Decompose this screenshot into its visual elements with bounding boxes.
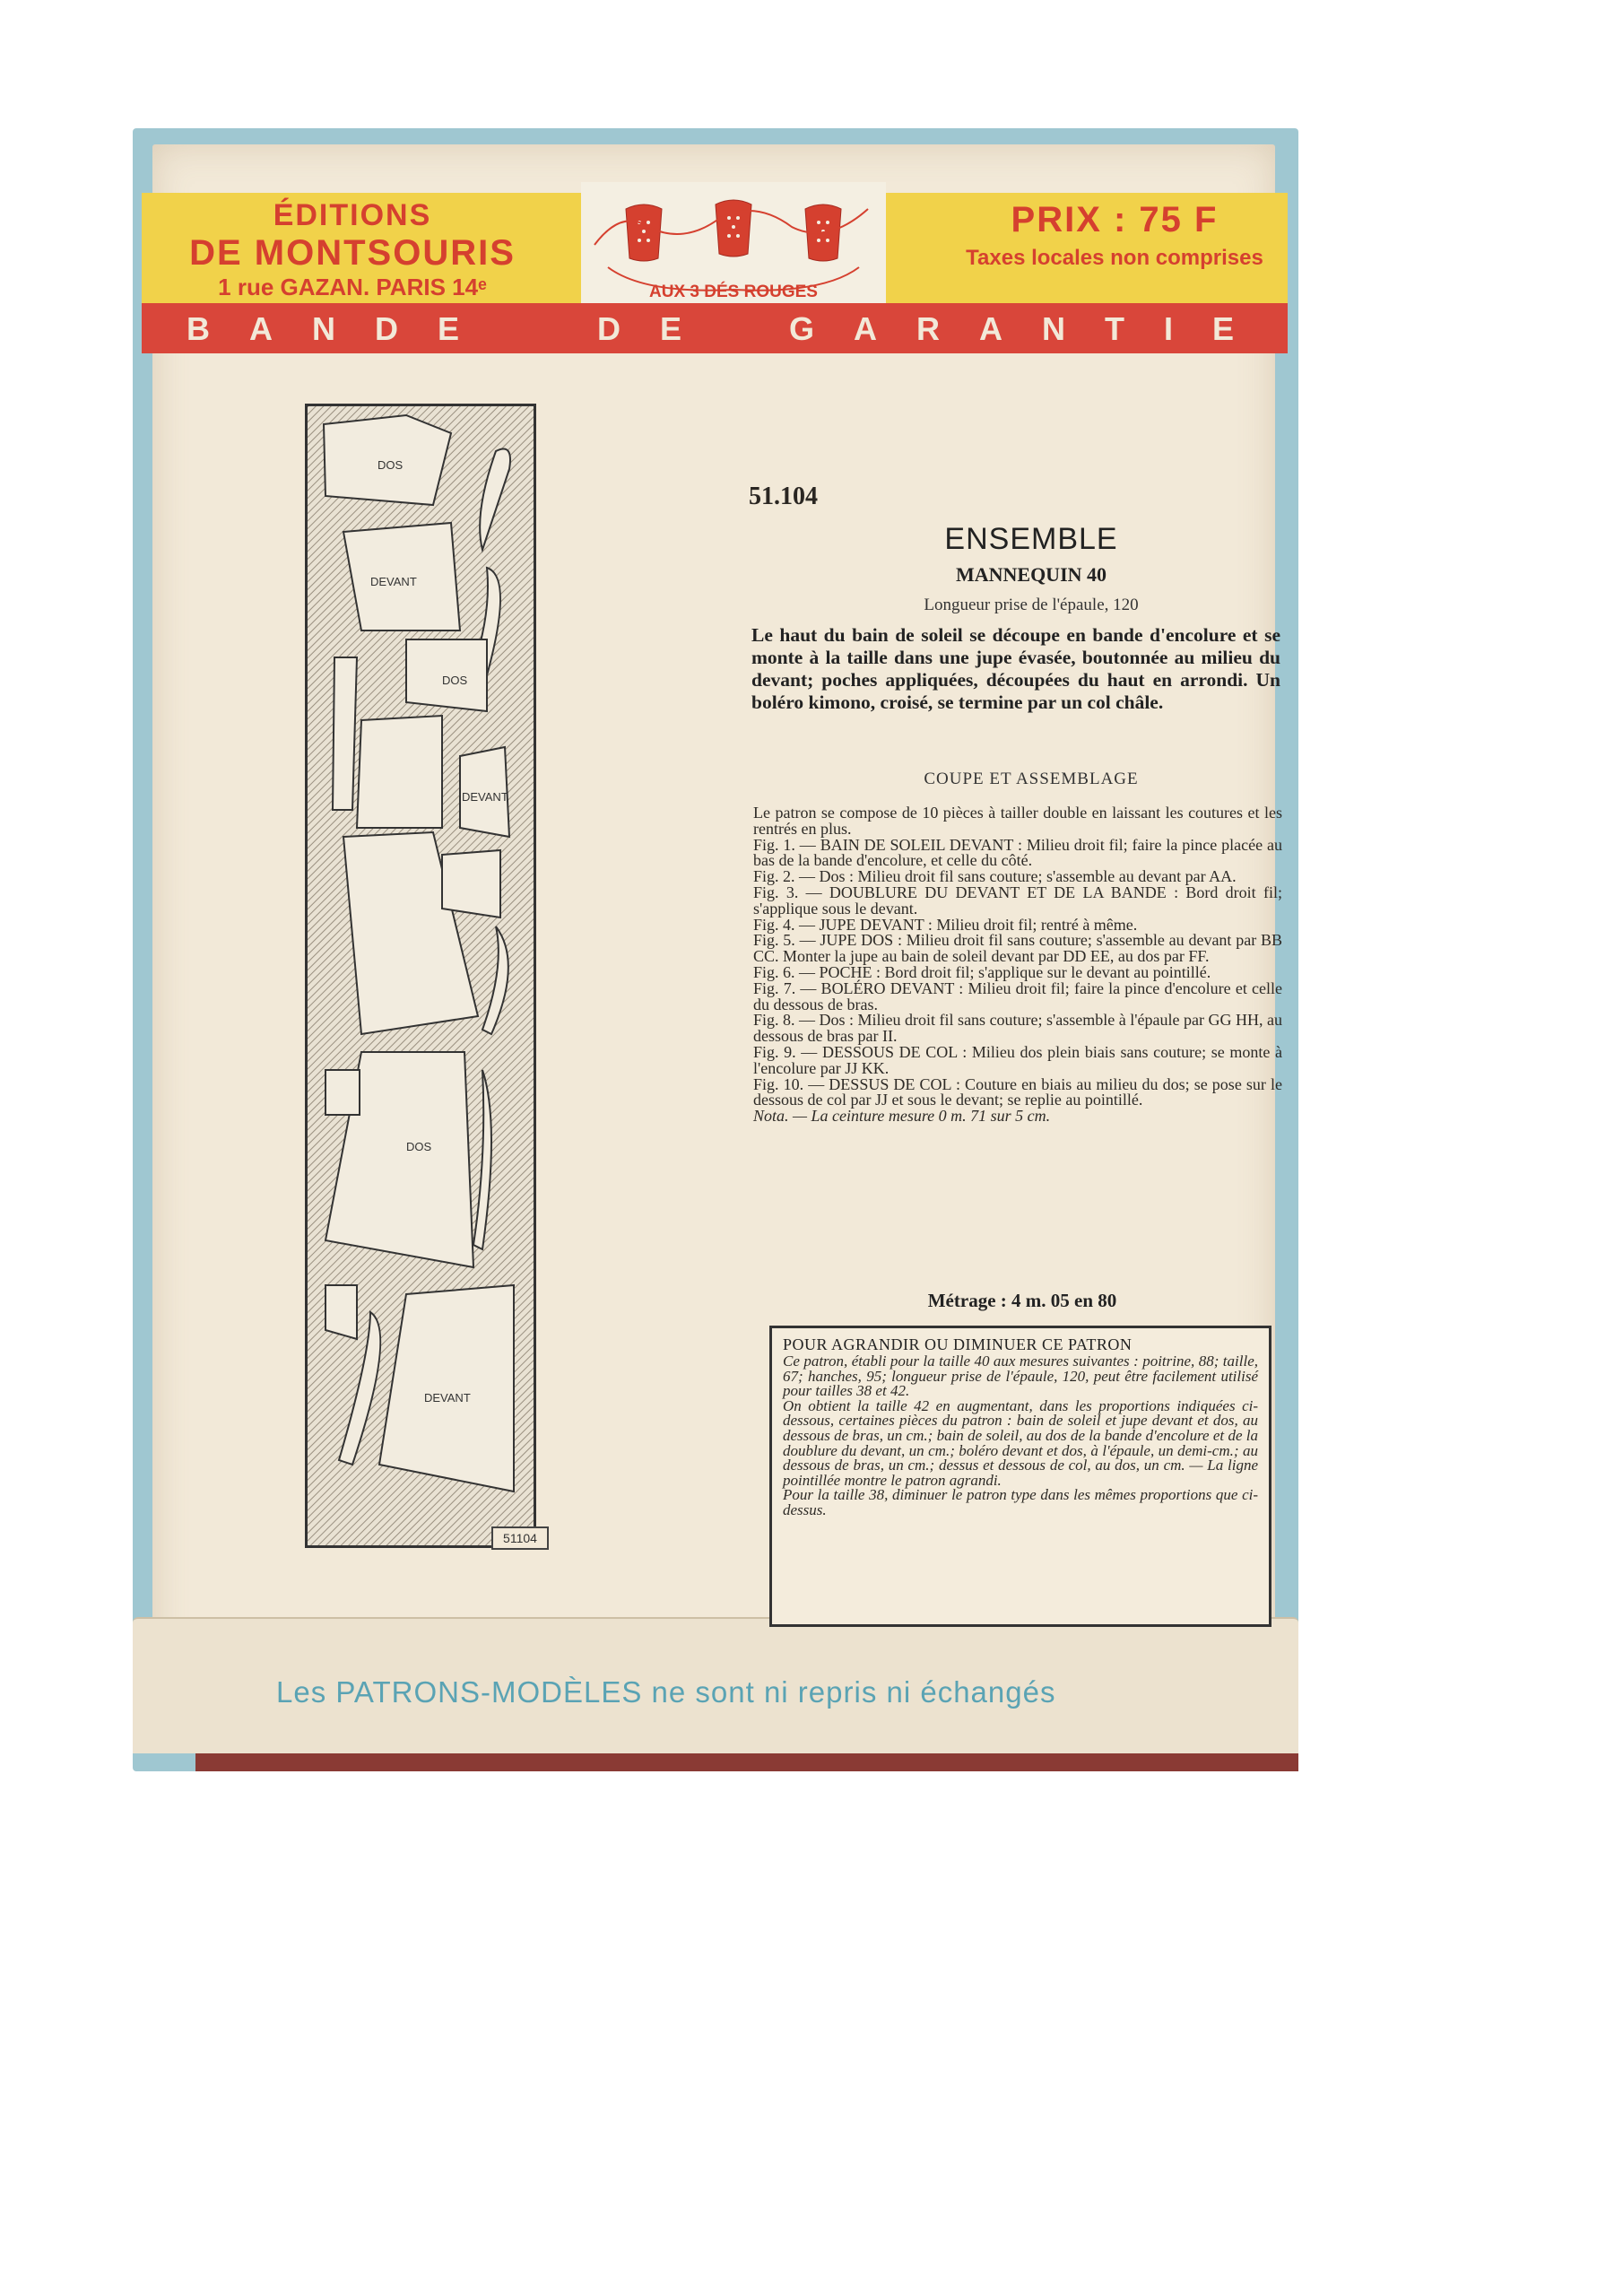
piece-label-devant: DEVANT xyxy=(370,575,417,588)
figure-instruction: Fig. 5. — JUPE DOS : Milieu droit fil sans couture; s'assemble au devant par BB CC. Monter la jupe au bain de soleil devant par DD EE, au dos par FF. xyxy=(753,931,1282,966)
figure-instruction: Fig. 7. — BOLÉRO DEVANT : Milieu droit fil; faire la pince d'encolure et celle du dessous de bras. xyxy=(753,978,1282,1013)
thimbles-logo xyxy=(590,191,877,308)
figure-instruction: Fig. 8. — Dos : Milieu droit fil sans couture; s'assemble à l'épaule par GG HH, au dessous de bras par II. xyxy=(753,1011,1282,1046)
sizing-paragraph: Ce patron, établi pour la taille 40 aux mesures suivantes : poitrine, 88; taille, 67; hanches, 95; longueur prise de l'épaule, 120, peut être facilement utilisé pour tailles 38 et 42. xyxy=(783,1352,1258,1400)
guarantee-band-red xyxy=(142,303,1288,353)
metrage: Métrage : 4 m. 05 en 80 xyxy=(927,1290,1117,1311)
pattern-stamp: 51104 xyxy=(491,1526,549,1550)
piece-label-dos: DOS xyxy=(442,674,468,687)
publisher-block xyxy=(151,198,554,301)
publisher-line1: ÉDITIONS xyxy=(273,198,432,232)
sizing-box xyxy=(769,1326,1271,1627)
coupe-intro: Le patron se compose de 10 pièces à tailler double en laissant les coutures et les rentrés en plus. xyxy=(753,804,1282,838)
sizing-paragraph: Pour la taille 38, diminuer le patron type dans les mêmes proportions que ci-dessus. xyxy=(783,1486,1258,1518)
coupe-instructions xyxy=(753,805,1282,1125)
nota: Nota. — La ceinture mesure 0 m. 71 sur 5 cm. xyxy=(753,1107,1051,1126)
figure-instruction: Fig. 2. — Dos : Milieu droit fil sans couture; s'assemble au devant par AA. xyxy=(753,867,1237,886)
pattern-layout-diagram xyxy=(305,404,536,1548)
pattern-description: Le haut du bain de soleil se découpe en bande d'encolure et se monte à la taille dans une jupe évasée, boutonnée au milieu du devant; poches appliquées, découpées du haut en arrondi. Un boléro kimono, croisé, se termine par un col châle. xyxy=(751,624,1280,713)
envelope-edge xyxy=(195,1752,1298,1771)
piece-6 xyxy=(442,850,500,918)
pattern-title: ENSEMBLE xyxy=(944,522,1118,556)
piece-small xyxy=(325,1285,357,1339)
piece-6-poche xyxy=(325,1070,360,1115)
figure-instruction: Fig. 1. — BAIN DE SOLEIL DEVANT : Milieu droit fil; faire la pince placée au bas de la bande d'encolure, et celle du côté. xyxy=(753,835,1282,870)
piece-label-devant: DEVANT xyxy=(424,1391,471,1405)
band-word: GARANTIE xyxy=(789,310,1273,347)
piece-1 xyxy=(357,716,442,828)
pattern-mannequin: MANNEQUIN 40 xyxy=(955,563,1107,586)
sizing-heading: POUR AGRANDIR OU DIMINUER CE PATRON xyxy=(783,1335,1133,1353)
figure-instruction: Fig. 9. — DESSOUS DE COL : Milieu dos plein biais sans couture; se monte à l'encolure par JJ KK. xyxy=(753,1042,1282,1077)
footer-note: Les PATRONS-MODÈLES ne sont ni repris ni échangés xyxy=(276,1675,1056,1709)
piece-label-devant: DEVANT xyxy=(462,790,508,804)
coupe-heading: COUPE ET ASSEMBLAGE xyxy=(924,770,1139,788)
band-word: BANDE xyxy=(187,310,499,347)
figure-instruction: Fig. 4. — JUPE DEVANT : Milieu droit fil; rentré à même. xyxy=(753,915,1138,934)
price-label: PRIX : 75 F xyxy=(1011,200,1219,239)
figure-instruction: Fig. 6. — POCHE : Bord droit fil; s'applique sur le devant au pointillé. xyxy=(753,962,1211,981)
pattern-pieces xyxy=(308,406,534,1545)
piece-3 xyxy=(333,657,357,810)
figure-instruction: Fig. 3. — DOUBLURE DU DEVANT ET DE LA BANDE : Bord droit fil; s'applique sous le devant. xyxy=(753,883,1282,918)
publisher-line2: DE MONTSOURIS xyxy=(189,233,516,273)
sizing-paragraph: On obtient la taille 42 en augmentant, dans les proportions indiquées ci-dessous, certaines pièces du patron : bain de soleil et jupe devant et dos, au dessous de bras, un cm.; bain de soleil, au dos de la bande d'encolure et de la doublure du devant, un cm.; boléro devant et dos, à l'épaule, un demi-cm.; au dessous de bras, un cm.; dessus et dessous de col, au dos, un cm. — La ligne pointillée montre le patron agrandi. xyxy=(783,1396,1258,1489)
publisher-address: 1 rue GAZAN. PARIS 14ᵉ xyxy=(218,274,487,300)
piece-label-dos: DOS xyxy=(406,1140,432,1153)
taxes-note: Taxes locales non comprises xyxy=(966,246,1263,270)
piece-label-dos: DOS xyxy=(378,458,404,472)
pattern-ref-number: 51.104 xyxy=(749,483,818,510)
price-block xyxy=(940,200,1289,271)
sizing-text xyxy=(783,1354,1258,1518)
pattern-length: Longueur prise de l'épaule, 120 xyxy=(924,596,1139,614)
brand-name: AUX 3 DÉS ROUGES xyxy=(649,283,818,301)
band-word: DE xyxy=(597,310,722,347)
figure-instruction: Fig. 10. — DESSUS DE COL : Couture en biais au milieu du dos; se pose sur le dessous de col par JJ et sous le devant; se replie au pointillé. xyxy=(753,1074,1282,1109)
